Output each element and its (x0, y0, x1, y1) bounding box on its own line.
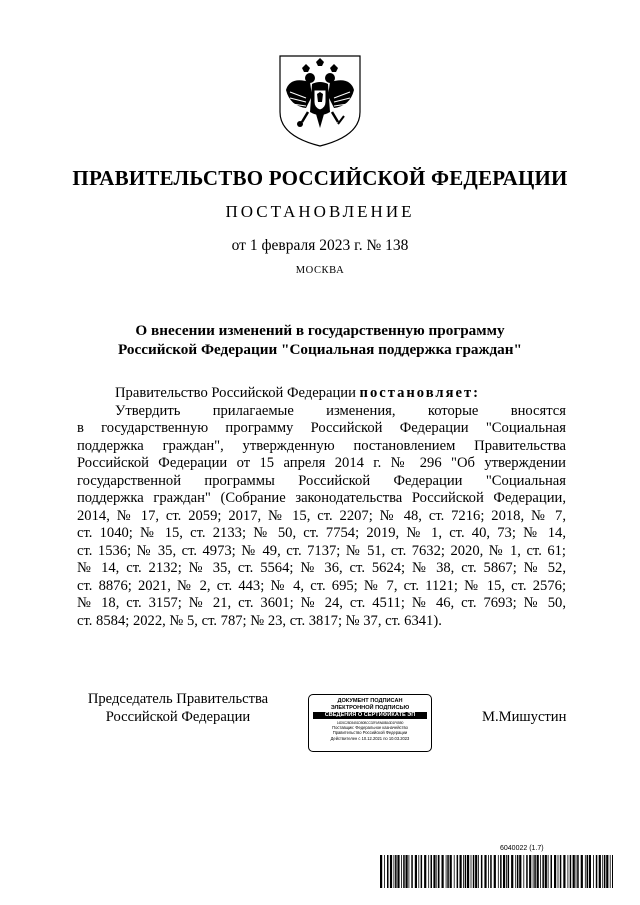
body-line: государственной программы Российской Федерации "Социальная (77, 472, 566, 489)
certificate-issuer: Поставщик: Федеральное казначейство (332, 725, 408, 730)
coat-of-arms-emblem (276, 52, 364, 148)
body-line: в государственную программу Российской Федерации "Социальная (77, 420, 566, 436)
certificate-owner: Правительство Российской Федерации (332, 730, 408, 736)
body-line: Российской Федерации от 15 апреля 2014 г. № 296 "Об утверждении (77, 455, 566, 471)
body-line: № 18, ст. 3157; № 21, ст. 3601; № 24, ст. 4511; № 46, ст. 7693; № 50, (77, 595, 566, 611)
document-date-number: от 1 февраля 2023 г. № 138 (231, 237, 409, 254)
certificate-header: СВЕДЕНИЯ О СЕРТИФИКАТЕ ЭП (313, 712, 427, 719)
body-line: Утвердить прилагаемые изменения, которые вносятся (115, 402, 566, 419)
government-title: ПРАВИТЕЛЬСТВО РОССИЙСКОЙ ФЕДЕРАЦИИ (72, 166, 568, 190)
certificate-serial: 14D5C28D5451DB0BCC02FAFA68BA3D1F65B0 (336, 721, 404, 725)
decree-intro: Правительство Российской Федерации постановляет: (115, 385, 480, 401)
body-line: ст. 1040; № 15, ст. 2133; № 50, ст. 7754; 2019, № 1, ст. 40, 73; № 14, (77, 525, 566, 541)
electronic-signature-stamp (308, 694, 432, 752)
body-line: ст. 8584; 2022, № 5, ст. 787; № 23, ст. 3817; № 37, ст. 6341). (77, 612, 442, 629)
decree-word: постановляет: (359, 385, 480, 401)
body-line: ст. 8876; 2021, № 2, ст. 443; № 4, ст. 695; № 7, ст. 1121; № 15, ст. 2576; (77, 577, 566, 594)
city: МОСКВА (295, 265, 345, 276)
signatory-position: Председатель Правительства Российской Федерации (87, 691, 269, 725)
subject-line: О внесении изменений в государственную программу (135, 322, 505, 339)
document-body (77, 385, 566, 630)
barcode-label: 6040022 (1.7) (500, 845, 544, 852)
body-line: ст. 1536; № 35, ст. 4973; № 49, ст. 7137; № 51, ст. 7632; 2020, № 1, ст. 61; (77, 542, 566, 559)
document-type: ПОСТАНОВЛЕНИЕ (225, 202, 415, 221)
stamp-title: ДОКУМЕНТ ПОДПИСАН ЭЛЕКТРОННОЙ ПОДПИСЬЮ (330, 698, 410, 711)
certificate-validity: Действителен с 10.12.2021 по 10.03.2023 (330, 735, 410, 741)
body-line: 2014, № 17, ст. 2059; 2017, № 15, ст. 2207; № 48, ст. 7216; 2018, № 7, (77, 507, 566, 524)
subject-line: Российской Федерации "Социальная поддержка граждан" (118, 341, 522, 358)
signatory-name: М.Мишустин (482, 709, 567, 725)
document-subject (0, 321, 640, 359)
body-line: № 14, ст. 2132; № 35, ст. 5564; № 36, ст. 5624; № 38, ст. 5867; № 52, (77, 560, 566, 576)
body-line: поддержка граждан", утвержденную постановлением Правительства (77, 437, 566, 454)
barcode (380, 855, 613, 888)
body-line: поддержка граждан" (Собрание законодательства Российской Федерации, (77, 490, 566, 506)
